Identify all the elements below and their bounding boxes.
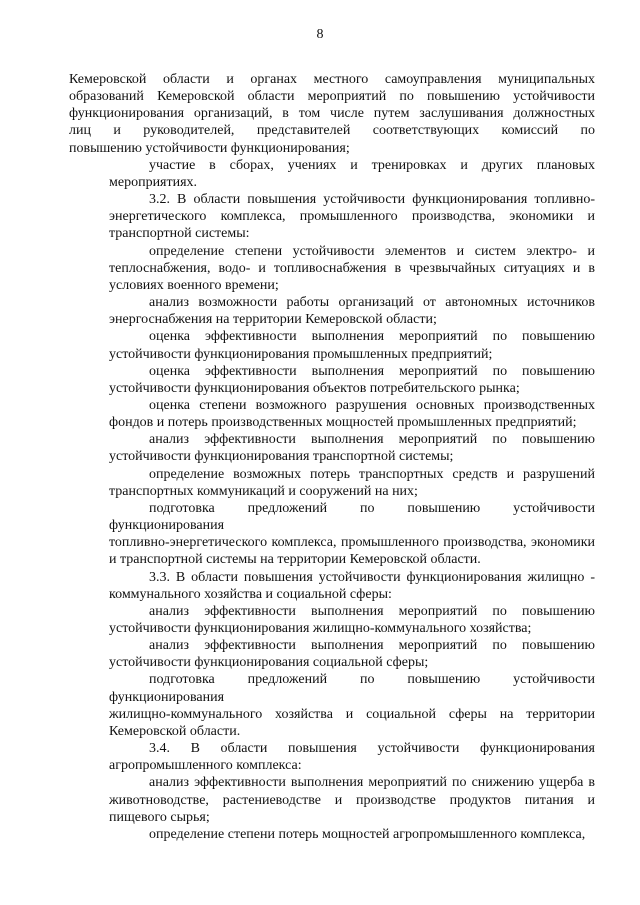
text-line: анализ эффективности выполнения мероприятий по снижению ущерба в (149, 775, 595, 791)
text-line: и транспортной системы на территории Кемеровской области. (109, 552, 481, 568)
paragraph (69, 328, 595, 362)
paragraph (69, 774, 595, 825)
document-body (69, 71, 595, 843)
text-line: определение возможных потерь транспортных средств и разрушений (149, 466, 595, 482)
text-line: транспортной системы: (109, 226, 250, 242)
text-line: определение степени потерь мощностей агропромышленного комплекса, (149, 826, 586, 842)
text-line: условиях военного времени; (109, 277, 279, 293)
paragraph (69, 569, 595, 603)
text-line: оценка степени возможного разрушения основных производственных (149, 397, 595, 413)
text-line: Кемеровской области и органах местного самоуправления муниципальных (69, 72, 595, 87)
text-line: анализ эффективности выполнения мероприятий по повышению (149, 638, 595, 654)
text-line: устойчивости функционирования социальной сферы; (109, 655, 429, 671)
text-line: Кемеровской области. (109, 723, 241, 739)
paragraph (69, 671, 595, 740)
paragraph (69, 243, 595, 294)
paragraph (69, 157, 595, 191)
text-line: участие в сборах, учениях и тренировках и других плановых (149, 157, 595, 173)
text-line: оценка эффективности выполнения мероприятий по повышению (149, 329, 595, 345)
text-line: подготовка предложений по повышению устойчивости функционирования (109, 500, 595, 534)
text-line: оценка эффективности выполнения мероприятий по повышению (149, 363, 595, 379)
text-line: пищевого сырья; (109, 809, 210, 825)
paragraph (69, 466, 595, 500)
paragraph (69, 740, 595, 774)
text-line: транспортных коммуникаций и сооружений на них; (109, 483, 418, 499)
text-line: теплоснабжения, водо- и топливоснабжения в чрезвычайных ситуациях и в (109, 260, 595, 276)
text-line: устойчивости функционирования жилищно-коммунального хозяйства; (109, 621, 532, 636)
text-line: топливно-энергетического комплекса, промышленного производства, экономики (109, 535, 595, 551)
text-line: анализ эффективности выполнения мероприятий по повышению (149, 432, 595, 448)
text-line: 3.4. В области повышения устойчивости функционирования (149, 741, 595, 757)
paragraph (69, 500, 595, 569)
text-line: анализ возможности работы организаций от автономных источников (149, 295, 595, 311)
text-line: энергетического комплекса, промышленного производства, экономики и (109, 209, 595, 225)
text-line: функционирования организаций, в том числе путем заслушивания должностных (69, 106, 595, 122)
text-line: энергоснабжения на территории Кемеровской области; (109, 312, 437, 328)
text-line: животноводстве, растениеводстве и производстве продуктов питания и (109, 792, 595, 808)
paragraph (69, 363, 595, 397)
paragraph (69, 603, 595, 637)
paragraph (69, 294, 595, 328)
text-line: анализ эффективности выполнения мероприятий по повышению (149, 603, 595, 619)
text-line: повышению устойчивости функционирования; (69, 140, 350, 156)
text-line: образований Кемеровской области мероприятий по повышению устойчивости (69, 89, 595, 105)
text-line: жилищно-коммунального хозяйства и социальной сферы на территории (109, 706, 595, 722)
text-line: устойчивости функционирования объектов потребительского рынка; (109, 380, 520, 396)
text-line: фондов и потерь производственных мощностей промышленных предприятий; (109, 415, 577, 431)
text-line: устойчивости функционирования промышленных предприятий; (109, 346, 493, 362)
paragraph (69, 191, 595, 242)
page-number: 8 (316, 27, 324, 42)
text-line: мероприятиях. (109, 174, 198, 190)
paragraph (69, 826, 595, 843)
text-line: подготовка предложений по повышению устойчивости функционирования (109, 672, 595, 705)
paragraph (69, 397, 595, 431)
text-line: определение степени устойчивости элементов и систем электро- и (149, 243, 595, 259)
text-line: лиц и руководителей, представителей соответствующих комиссий по (69, 123, 595, 139)
paragraph (69, 431, 595, 465)
text-line: коммунального хозяйства и социальной сферы: (109, 586, 392, 602)
text-line: 3.3. В области повышения устойчивости функционирования жилищно - (149, 569, 595, 585)
text-line: агропромышленного комплекса: (109, 758, 302, 774)
paragraph (69, 71, 595, 157)
text-line: устойчивости функционирования транспортной системы; (109, 449, 454, 465)
paragraph (69, 637, 595, 671)
text-line: 3.2. В области повышения устойчивости функционирования топливно- (149, 192, 595, 208)
